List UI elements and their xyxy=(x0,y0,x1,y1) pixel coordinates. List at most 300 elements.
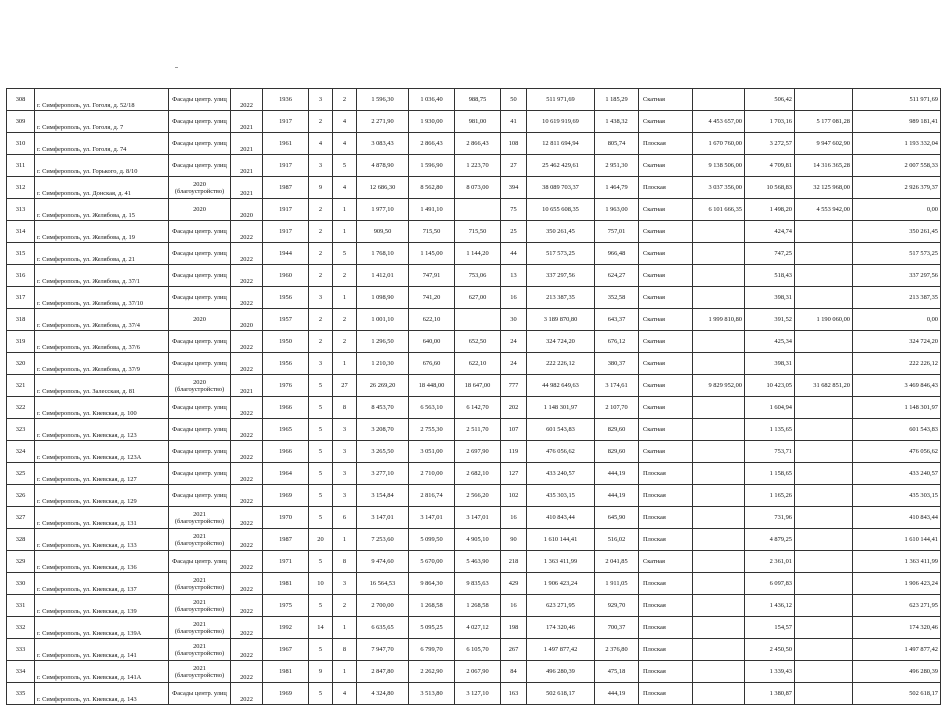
cell-row-number: 323 xyxy=(7,419,35,441)
table-row xyxy=(7,221,941,243)
cell-floors: 2 xyxy=(309,111,333,133)
cell-entrances: 1 xyxy=(333,221,357,243)
table-row xyxy=(7,265,941,287)
cell-total-cost: 3 189 870,80 xyxy=(527,309,595,331)
cell-program-type: 2020 (благоустройство) xyxy=(169,177,231,199)
cell-funding-4: 623 271,95 xyxy=(853,595,941,617)
cell-area-living: 3 127,10 xyxy=(455,683,501,705)
cell-residents: 267 xyxy=(501,639,527,661)
cell-funding-2: 398,31 xyxy=(745,287,795,309)
table-row xyxy=(7,397,941,419)
cell-area-residential: 6 563,10 xyxy=(409,397,455,419)
cell-residents: 777 xyxy=(501,375,527,397)
cell-address: г. Симферополь, ул. Желябова, д. 37/10 xyxy=(35,287,169,309)
cell-funding-4: 517 573,25 xyxy=(853,243,941,265)
cell-residents: 50 xyxy=(501,89,527,111)
cell-entrances: 8 xyxy=(333,551,357,573)
cell-area-residential: 640,00 xyxy=(409,331,455,353)
cell-residents: 127 xyxy=(501,463,527,485)
cell-floors: 5 xyxy=(309,683,333,705)
cell-program-type: Фасады центр. улиц xyxy=(169,89,231,111)
cell-address: г. Симферополь, ул. Киевская, д. 143 xyxy=(35,683,169,705)
cell-program-type: Фасады центр. улиц xyxy=(169,463,231,485)
cell-program-type: 2020 xyxy=(169,309,231,331)
cell-total-cost: 435 303,15 xyxy=(527,485,595,507)
cell-total-cost: 601 543,83 xyxy=(527,419,595,441)
cell-funding-3 xyxy=(795,617,853,639)
cell-funding-3 xyxy=(795,661,853,683)
cell-program-year: 2022 xyxy=(231,573,263,595)
cell-funding-1 xyxy=(693,507,745,529)
cell-area-residential: 5 099,50 xyxy=(409,529,455,551)
cell-total-cost: 350 261,45 xyxy=(527,221,595,243)
cell-area-living: 988,75 xyxy=(455,89,501,111)
cell-entrances: 1 xyxy=(333,353,357,375)
cell-year-built: 1987 xyxy=(263,529,309,551)
cell-unit-cost: 444,19 xyxy=(595,485,639,507)
cell-row-number: 318 xyxy=(7,309,35,331)
cell-funding-2: 391,52 xyxy=(745,309,795,331)
cell-program-year: 2022 xyxy=(231,265,263,287)
cell-roof-type: Плоская xyxy=(639,133,693,155)
cell-program-year: 2022 xyxy=(231,507,263,529)
cell-total-area: 2 847,80 xyxy=(357,661,409,683)
cell-program-year: 2022 xyxy=(231,287,263,309)
cell-row-number: 309 xyxy=(7,111,35,133)
cell-funding-4: 1 148 301,97 xyxy=(853,397,941,419)
cell-program-type: 2020 (благоустройство) xyxy=(169,375,231,397)
cell-funding-1 xyxy=(693,683,745,705)
cell-area-residential: 3 513,80 xyxy=(409,683,455,705)
cell-program-year: 2022 xyxy=(231,485,263,507)
cell-roof-type: Скатная xyxy=(639,287,693,309)
cell-year-built: 1965 xyxy=(263,419,309,441)
cell-funding-2: 1 498,20 xyxy=(745,199,795,221)
cell-floors: 5 xyxy=(309,375,333,397)
cell-roof-type: Скатная xyxy=(639,155,693,177)
table-row xyxy=(7,133,941,155)
cell-row-number: 335 xyxy=(7,683,35,705)
cell-funding-1: 3 037 356,00 xyxy=(693,177,745,199)
cell-funding-2: 3 272,57 xyxy=(745,133,795,155)
cell-residents: 25 xyxy=(501,221,527,243)
cell-total-area: 9 474,60 xyxy=(357,551,409,573)
cell-program-type: 2021 (благоустройство) xyxy=(169,639,231,661)
cell-funding-1 xyxy=(693,595,745,617)
cell-entrances: 5 xyxy=(333,155,357,177)
cell-unit-cost: 352,58 xyxy=(595,287,639,309)
cell-roof-type: Плоская xyxy=(639,573,693,595)
cell-area-living: 9 835,63 xyxy=(455,573,501,595)
cell-funding-3 xyxy=(795,573,853,595)
cell-funding-2: 4 709,81 xyxy=(745,155,795,177)
cell-year-built: 1975 xyxy=(263,595,309,617)
cell-funding-4: 324 724,20 xyxy=(853,331,941,353)
cell-total-area: 12 686,30 xyxy=(357,177,409,199)
cell-program-type: 2020 xyxy=(169,199,231,221)
cell-program-type: Фасады центр. улиц xyxy=(169,155,231,177)
cell-program-type: Фасады центр. улиц xyxy=(169,683,231,705)
cell-funding-2: 518,43 xyxy=(745,265,795,287)
cell-row-number: 319 xyxy=(7,331,35,353)
cell-entrances: 1 xyxy=(333,529,357,551)
cell-funding-3 xyxy=(795,507,853,529)
cell-funding-4: 989 181,41 xyxy=(853,111,941,133)
cell-area-living: 2 697,90 xyxy=(455,441,501,463)
cell-row-number: 332 xyxy=(7,617,35,639)
cell-program-type: Фасады центр. улиц xyxy=(169,111,231,133)
cell-total-cost: 222 226,12 xyxy=(527,353,595,375)
cell-program-year: 2022 xyxy=(231,463,263,485)
table-row xyxy=(7,177,941,199)
cell-roof-type: Плоская xyxy=(639,661,693,683)
cell-funding-1 xyxy=(693,287,745,309)
cell-unit-cost: 1 963,00 xyxy=(595,199,639,221)
table-row xyxy=(7,331,941,353)
cell-funding-2: 747,25 xyxy=(745,243,795,265)
cell-funding-1 xyxy=(693,661,745,683)
table-row xyxy=(7,199,941,221)
cell-total-area: 2 700,00 xyxy=(357,595,409,617)
cell-total-cost: 25 462 429,61 xyxy=(527,155,595,177)
cell-funding-3: 9 947 602,90 xyxy=(795,133,853,155)
cell-row-number: 324 xyxy=(7,441,35,463)
cell-funding-3 xyxy=(795,89,853,111)
cell-area-residential: 2 262,90 xyxy=(409,661,455,683)
cell-area-residential: 8 562,80 xyxy=(409,177,455,199)
cell-year-built: 1964 xyxy=(263,463,309,485)
cell-roof-type: Плоская xyxy=(639,595,693,617)
cell-row-number: 325 xyxy=(7,463,35,485)
cell-entrances: 3 xyxy=(333,419,357,441)
cell-roof-type: Плоская xyxy=(639,529,693,551)
cell-funding-2: 1 436,12 xyxy=(745,595,795,617)
cell-roof-type: Скатная xyxy=(639,397,693,419)
cell-total-cost: 174 320,46 xyxy=(527,617,595,639)
cell-funding-2: 2 450,50 xyxy=(745,639,795,661)
cell-year-built: 1957 xyxy=(263,309,309,331)
cell-residents: 41 xyxy=(501,111,527,133)
cell-year-built: 1967 xyxy=(263,639,309,661)
cell-total-area: 1 098,90 xyxy=(357,287,409,309)
cell-entrances: 4 xyxy=(333,177,357,199)
cell-area-living: 8 073,00 xyxy=(455,177,501,199)
cell-address: г. Симферополь, ул. Киевская, д. 136 xyxy=(35,551,169,573)
table-row xyxy=(7,529,941,551)
cell-total-cost: 10 619 919,69 xyxy=(527,111,595,133)
cell-total-area: 8 453,70 xyxy=(357,397,409,419)
cell-funding-1 xyxy=(693,419,745,441)
cell-total-cost: 511 971,69 xyxy=(527,89,595,111)
cell-row-number: 310 xyxy=(7,133,35,155)
table-row xyxy=(7,485,941,507)
cell-total-cost: 1 906 423,24 xyxy=(527,573,595,595)
cell-roof-type: Скатная xyxy=(639,265,693,287)
cell-area-living xyxy=(455,199,501,221)
cell-unit-cost: 1 185,29 xyxy=(595,89,639,111)
cell-unit-cost: 624,27 xyxy=(595,265,639,287)
cell-row-number: 315 xyxy=(7,243,35,265)
cell-roof-type: Скатная xyxy=(639,221,693,243)
cell-area-residential: 6 799,70 xyxy=(409,639,455,661)
cell-total-cost: 1 610 144,41 xyxy=(527,529,595,551)
cell-area-residential: 676,60 xyxy=(409,353,455,375)
cell-area-residential: 622,10 xyxy=(409,309,455,331)
cell-area-residential: 747,91 xyxy=(409,265,455,287)
cell-row-number: 329 xyxy=(7,551,35,573)
cell-total-cost: 623 271,95 xyxy=(527,595,595,617)
cell-funding-3 xyxy=(795,639,853,661)
cell-unit-cost: 380,37 xyxy=(595,353,639,375)
table-row xyxy=(7,243,941,265)
cell-year-built: 1981 xyxy=(263,661,309,683)
cell-total-area: 1 210,30 xyxy=(357,353,409,375)
cell-total-area: 3 208,70 xyxy=(357,419,409,441)
cell-year-built: 1969 xyxy=(263,683,309,705)
cell-unit-cost: 2 041,85 xyxy=(595,551,639,573)
cell-funding-4: 1 363 411,99 xyxy=(853,551,941,573)
cell-funding-1 xyxy=(693,397,745,419)
cell-funding-4: 1 906 423,24 xyxy=(853,573,941,595)
cell-total-area: 6 635,65 xyxy=(357,617,409,639)
cell-program-type: 2021 (благоустройство) xyxy=(169,507,231,529)
table-body xyxy=(7,89,941,705)
cell-entrances: 3 xyxy=(333,485,357,507)
cell-program-year: 2020 xyxy=(231,199,263,221)
cell-area-residential: 5 095,25 xyxy=(409,617,455,639)
cell-funding-1 xyxy=(693,221,745,243)
cell-program-year: 2022 xyxy=(231,683,263,705)
cell-total-area: 1 412,01 xyxy=(357,265,409,287)
cell-funding-3 xyxy=(795,529,853,551)
table-row xyxy=(7,155,941,177)
cell-total-cost: 410 843,44 xyxy=(527,507,595,529)
cell-program-year: 2021 xyxy=(231,111,263,133)
document-sheet xyxy=(6,88,938,705)
cell-funding-1 xyxy=(693,331,745,353)
cell-total-area: 16 564,53 xyxy=(357,573,409,595)
cell-year-built: 1981 xyxy=(263,573,309,595)
cell-address: г. Симферополь, ул. Киевская, д. 123 xyxy=(35,419,169,441)
table-row xyxy=(7,463,941,485)
cell-floors: 9 xyxy=(309,661,333,683)
cell-roof-type: Скатная xyxy=(639,199,693,221)
table-row xyxy=(7,617,941,639)
cell-program-year: 2022 xyxy=(231,331,263,353)
cell-row-number: 312 xyxy=(7,177,35,199)
cell-address: г. Симферополь, ул. Желябова, д. 37/6 xyxy=(35,331,169,353)
cell-residents: 163 xyxy=(501,683,527,705)
cell-roof-type: Скатная xyxy=(639,89,693,111)
cell-residents: 102 xyxy=(501,485,527,507)
cell-residents: 16 xyxy=(501,287,527,309)
cell-row-number: 331 xyxy=(7,595,35,617)
cell-entrances: 3 xyxy=(333,441,357,463)
cell-total-cost: 1 148 301,97 xyxy=(527,397,595,419)
cell-row-number: 328 xyxy=(7,529,35,551)
cell-funding-3: 4 553 942,00 xyxy=(795,199,853,221)
cell-entrances: 1 xyxy=(333,661,357,683)
cell-entrances: 2 xyxy=(333,265,357,287)
cell-funding-2: 398,31 xyxy=(745,353,795,375)
cell-total-area: 4 878,90 xyxy=(357,155,409,177)
cell-funding-1 xyxy=(693,243,745,265)
cell-funding-2: 1 158,65 xyxy=(745,463,795,485)
cell-total-area: 909,50 xyxy=(357,221,409,243)
cell-program-year: 2022 xyxy=(231,397,263,419)
cell-total-area: 3 277,10 xyxy=(357,463,409,485)
cell-total-cost: 213 387,35 xyxy=(527,287,595,309)
cell-funding-3 xyxy=(795,353,853,375)
cell-area-residential: 2 710,00 xyxy=(409,463,455,485)
scan-speck xyxy=(175,67,178,68)
cell-area-living: 2 682,10 xyxy=(455,463,501,485)
cell-year-built: 1944 xyxy=(263,243,309,265)
cell-address: г. Симферополь, ул. Киевская, д. 123А xyxy=(35,441,169,463)
cell-unit-cost: 3 174,61 xyxy=(595,375,639,397)
cell-area-living: 3 147,01 xyxy=(455,507,501,529)
cell-funding-3 xyxy=(795,683,853,705)
cell-area-residential: 9 864,30 xyxy=(409,573,455,595)
cell-funding-4: 3 469 846,43 xyxy=(853,375,941,397)
cell-residents: 27 xyxy=(501,155,527,177)
cell-year-built: 1956 xyxy=(263,287,309,309)
cell-area-living: 981,00 xyxy=(455,111,501,133)
cell-floors: 5 xyxy=(309,397,333,419)
cell-area-living: 715,50 xyxy=(455,221,501,243)
cell-year-built: 1971 xyxy=(263,551,309,573)
cell-row-number: 314 xyxy=(7,221,35,243)
cell-total-cost: 1 363 411,99 xyxy=(527,551,595,573)
cell-residents: 90 xyxy=(501,529,527,551)
cell-program-type: Фасады центр. улиц xyxy=(169,265,231,287)
cell-roof-type: Скатная xyxy=(639,309,693,331)
cell-area-living: 1 223,70 xyxy=(455,155,501,177)
cell-unit-cost: 676,12 xyxy=(595,331,639,353)
cell-funding-4: 502 618,17 xyxy=(853,683,941,705)
cell-funding-4: 433 240,57 xyxy=(853,463,941,485)
cell-address: г. Симферополь, ул. Желябова, д. 19 xyxy=(35,221,169,243)
cell-funding-1 xyxy=(693,265,745,287)
cell-floors: 2 xyxy=(309,199,333,221)
cell-floors: 10 xyxy=(309,573,333,595)
cell-funding-1: 9 829 952,00 xyxy=(693,375,745,397)
cell-roof-type: Плоская xyxy=(639,177,693,199)
cell-residents: 16 xyxy=(501,507,527,529)
cell-program-type: Фасады центр. улиц xyxy=(169,551,231,573)
cell-entrances: 4 xyxy=(333,683,357,705)
cell-total-area: 7 253,60 xyxy=(357,529,409,551)
cell-total-cost: 44 982 649,63 xyxy=(527,375,595,397)
cell-entrances: 1 xyxy=(333,199,357,221)
cell-area-residential: 2 816,74 xyxy=(409,485,455,507)
cell-roof-type: Плоская xyxy=(639,639,693,661)
cell-floors: 14 xyxy=(309,617,333,639)
cell-funding-1 xyxy=(693,353,745,375)
table-row xyxy=(7,551,941,573)
cell-roof-type: Скатная xyxy=(639,111,693,133)
cell-program-year: 2021 xyxy=(231,177,263,199)
cell-residents: 218 xyxy=(501,551,527,573)
cell-residents: 108 xyxy=(501,133,527,155)
cell-entrances: 5 xyxy=(333,243,357,265)
cell-program-type: Фасады центр. улиц xyxy=(169,397,231,419)
cell-funding-2: 1 135,65 xyxy=(745,419,795,441)
cell-floors: 5 xyxy=(309,441,333,463)
cell-total-area: 1 768,10 xyxy=(357,243,409,265)
cell-funding-4: 350 261,45 xyxy=(853,221,941,243)
cell-area-living xyxy=(455,309,501,331)
cell-unit-cost: 700,37 xyxy=(595,617,639,639)
cell-entrances: 27 xyxy=(333,375,357,397)
cell-year-built: 1987 xyxy=(263,177,309,199)
cell-area-living: 2 511,70 xyxy=(455,419,501,441)
cell-funding-1: 6 101 666,35 xyxy=(693,199,745,221)
cell-year-built: 1961 xyxy=(263,133,309,155)
cell-area-living: 627,00 xyxy=(455,287,501,309)
table-row xyxy=(7,89,941,111)
cell-unit-cost: 757,01 xyxy=(595,221,639,243)
cell-entrances: 4 xyxy=(333,111,357,133)
cell-funding-3 xyxy=(795,441,853,463)
cell-funding-2: 1 380,87 xyxy=(745,683,795,705)
cell-entrances: 2 xyxy=(333,331,357,353)
cell-floors: 2 xyxy=(309,221,333,243)
cell-row-number: 327 xyxy=(7,507,35,529)
cell-total-cost: 337 297,56 xyxy=(527,265,595,287)
cell-funding-2: 506,42 xyxy=(745,89,795,111)
cell-total-area: 26 269,20 xyxy=(357,375,409,397)
table-row xyxy=(7,595,941,617)
cell-funding-3 xyxy=(795,463,853,485)
cell-entrances: 8 xyxy=(333,639,357,661)
cell-area-residential: 715,50 xyxy=(409,221,455,243)
cell-year-built: 1966 xyxy=(263,397,309,419)
cell-area-residential: 1 036,40 xyxy=(409,89,455,111)
cell-unit-cost: 516,02 xyxy=(595,529,639,551)
cell-funding-3: 5 177 081,28 xyxy=(795,111,853,133)
cell-program-year: 2021 xyxy=(231,133,263,155)
cell-unit-cost: 2 951,30 xyxy=(595,155,639,177)
cell-total-area: 3 154,84 xyxy=(357,485,409,507)
table-row xyxy=(7,309,941,331)
cell-program-year: 2022 xyxy=(231,353,263,375)
cell-floors: 2 xyxy=(309,265,333,287)
cell-address: г. Симферополь, ул. Гоголя, д. 7 xyxy=(35,111,169,133)
cell-roof-type: Плоская xyxy=(639,617,693,639)
cell-year-built: 1917 xyxy=(263,111,309,133)
cell-program-type: 2021 (благоустройство) xyxy=(169,529,231,551)
cell-program-type: Фасады центр. улиц xyxy=(169,441,231,463)
cell-unit-cost: 2 107,70 xyxy=(595,397,639,419)
table-row xyxy=(7,661,941,683)
cell-funding-2: 425,34 xyxy=(745,331,795,353)
cell-funding-1: 1 670 760,00 xyxy=(693,133,745,155)
cell-total-cost: 12 811 694,94 xyxy=(527,133,595,155)
cell-row-number: 320 xyxy=(7,353,35,375)
cell-floors: 9 xyxy=(309,177,333,199)
cell-floors: 5 xyxy=(309,507,333,529)
cell-roof-type: Плоская xyxy=(639,485,693,507)
cell-total-cost: 433 240,57 xyxy=(527,463,595,485)
cell-row-number: 333 xyxy=(7,639,35,661)
cell-funding-3 xyxy=(795,287,853,309)
cell-floors: 5 xyxy=(309,419,333,441)
cell-address: г. Симферополь, ул. Донская, д. 41 xyxy=(35,177,169,199)
cell-row-number: 326 xyxy=(7,485,35,507)
cell-address: г. Симферополь, ул. Киевская, д. 129 xyxy=(35,485,169,507)
cell-program-year: 2022 xyxy=(231,595,263,617)
